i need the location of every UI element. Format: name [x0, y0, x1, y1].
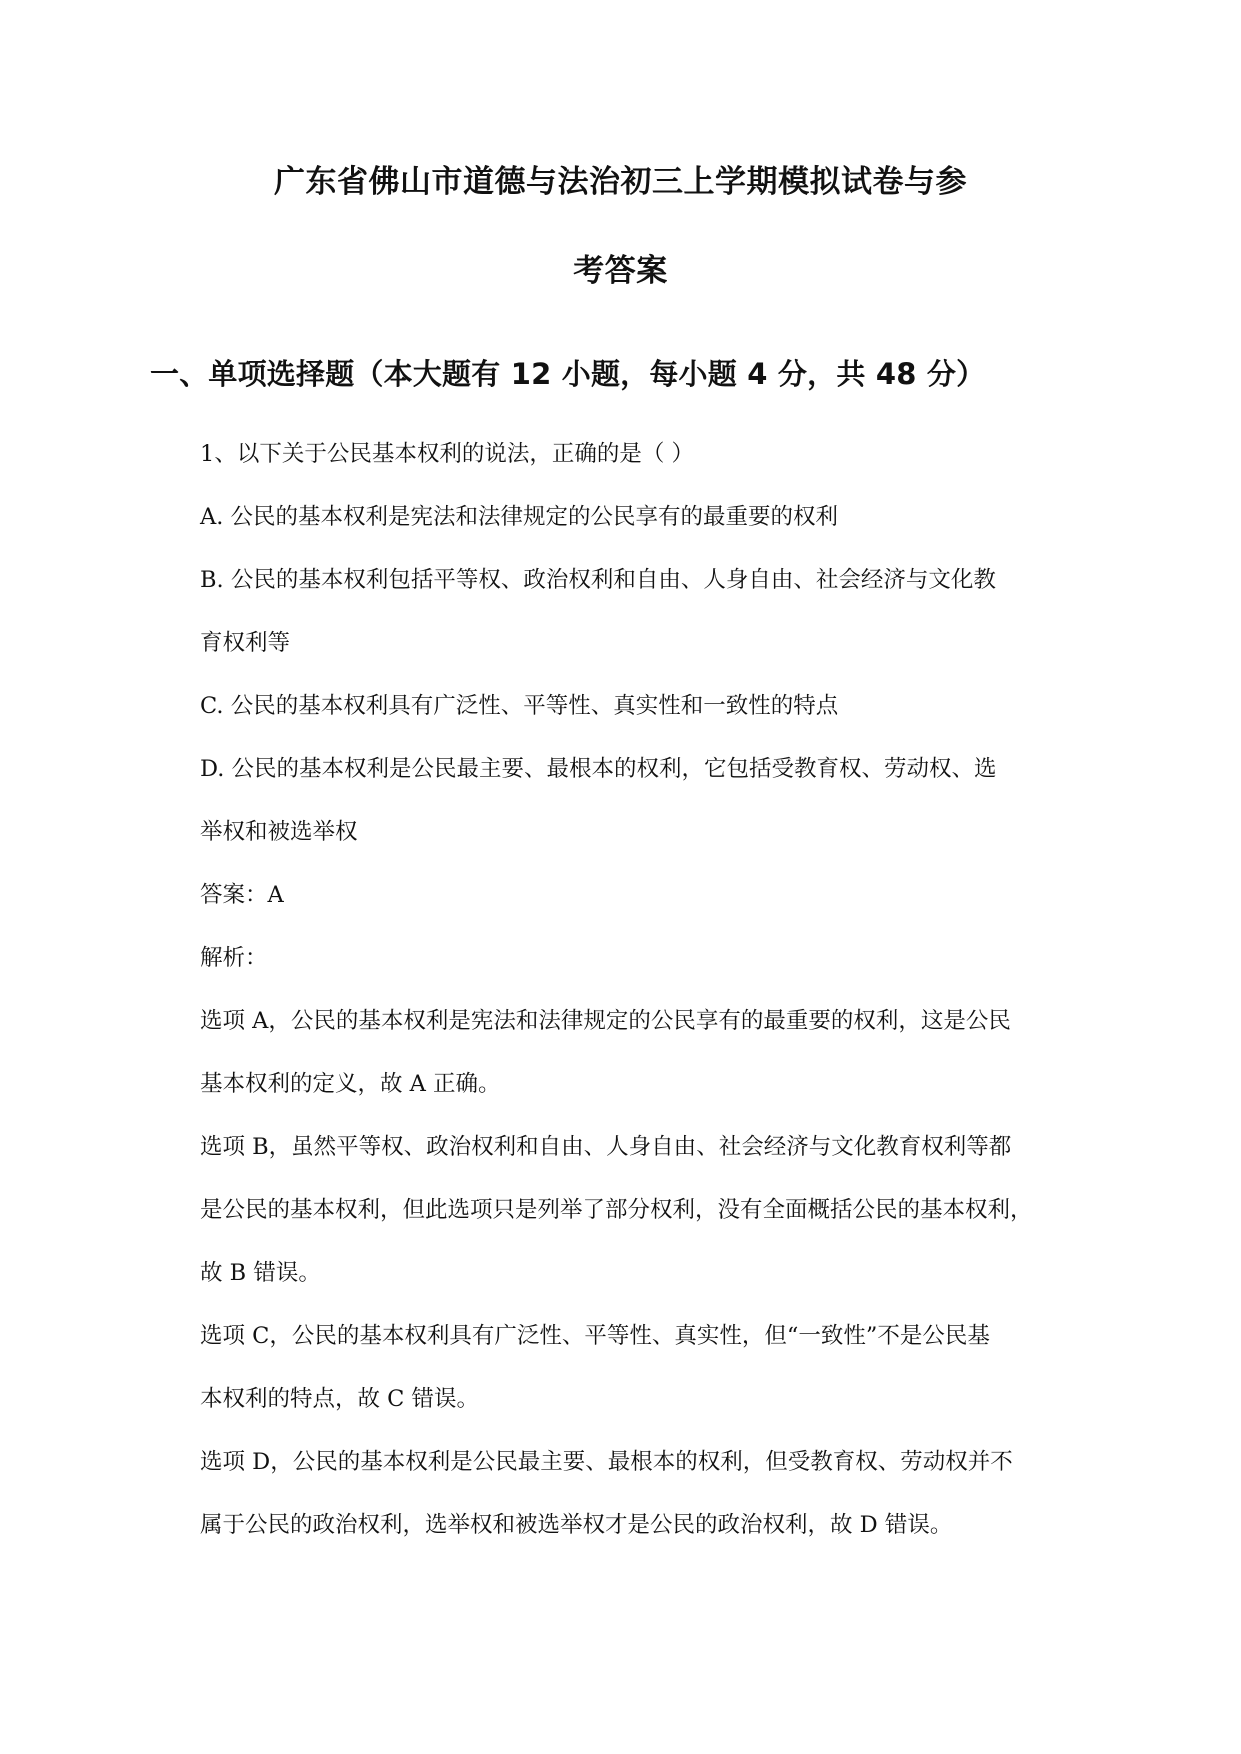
- section-heading: 一、单项选择题（本大题有 12 小题，每小题 4 分，共 48 分）: [150, 357, 986, 391]
- option-d-line-1: D. 公民的基本权利是公民最主要、最根本的权利，它包括受教育权、劳动权、选: [200, 756, 997, 782]
- analysis-line: 是公民的基本权利，但此选项只是列举了部分权利，没有全面概括公民的基本权利，: [200, 1197, 1033, 1223]
- analysis-line: 选项 A，公民的基本权利是宪法和法律规定的公民享有的最重要的权利，这是公民: [200, 1008, 1011, 1034]
- analysis-line: 属于公民的政治权利，选举权和被选举权才是公民的政治权利，故 D 错误。: [200, 1512, 953, 1538]
- document-title-line-1: 广东省佛山市道德与法治初三上学期模拟试卷与参: [274, 164, 967, 200]
- analysis-line: 选项 D，公民的基本权利是公民最主要、最根本的权利，但受教育权、劳动权并不: [200, 1449, 1013, 1475]
- analysis-line: 基本权利的定义，故 A 正确。: [200, 1071, 501, 1097]
- option-c: C. 公民的基本权利具有广泛性、平等性、真实性和一致性的特点: [200, 693, 839, 719]
- analysis-line: 选项 B，虽然平等权、政治权利和自由、人身自由、社会经济与文化教育权利等都: [200, 1134, 1012, 1160]
- analysis-line: 本权利的特点，故 C 错误。: [200, 1386, 480, 1412]
- analysis-label: 解析：: [200, 945, 268, 971]
- answer-line: 答案：A: [200, 882, 284, 908]
- option-b-line-1: B. 公民的基本权利包括平等权、政治权利和自由、人身自由、社会经济与文化教: [200, 567, 996, 593]
- option-d-line-2: 举权和被选举权: [200, 819, 358, 845]
- option-a: A. 公民的基本权利是宪法和法律规定的公民享有的最重要的权利: [200, 504, 839, 530]
- document-title-line-2: 考答案: [573, 253, 668, 289]
- analysis-line: 选项 C，公民的基本权利具有广泛性、平等性、真实性，但“一致性”不是公民基: [200, 1323, 990, 1349]
- question-stem: 1、以下关于公民基本权利的说法，正确的是（ ）: [200, 441, 694, 467]
- analysis-line: 故 B 错误。: [200, 1260, 321, 1286]
- option-b-line-2: 育权利等: [200, 630, 291, 656]
